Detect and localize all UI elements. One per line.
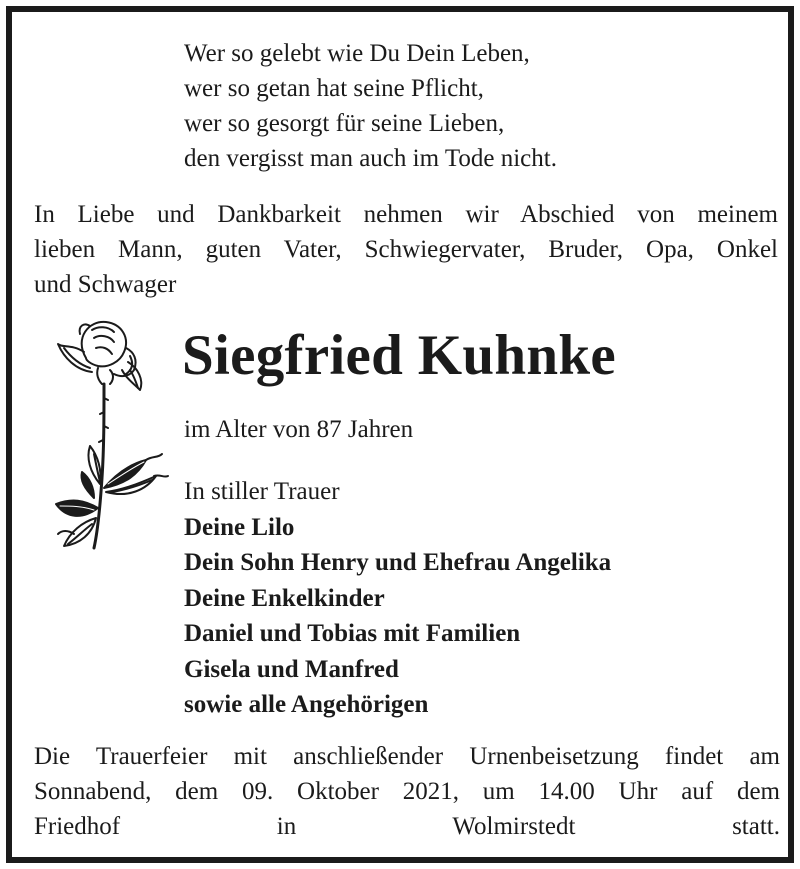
intro-line: lieben Mann, guten Vater, Schwiegervater, Bruder, Opa, Onkel — [34, 236, 778, 263]
mourner-name: Daniel und Tobias mit Familien — [184, 620, 521, 647]
poem-line: den vergisst man auch im Tode nicht. — [184, 145, 557, 172]
farewell-intro — [34, 197, 778, 302]
mourner-name: Deine Lilo — [184, 513, 295, 541]
poem-line: wer so getan hat seine Pflicht, — [184, 75, 484, 102]
rose-icon — [34, 308, 174, 558]
mourners-list — [184, 474, 611, 723]
poem-verse — [184, 36, 557, 176]
deceased-age: im Alter von 87 Jahren — [184, 416, 414, 443]
funeral-line: Die Trauerfeier mit anschließender Urnenbeisetzung findet am — [34, 743, 780, 770]
intro-line: In Liebe und Dankbarkeit nehmen wir Abschied von meinem — [34, 201, 778, 228]
funeral-notice — [34, 739, 780, 844]
intro-line: und Schwager — [34, 271, 177, 298]
poem-line: Wer so gelebt wie Du Dein Leben, — [184, 40, 530, 67]
funeral-line: Friedhof in Wolmirstedt statt. — [34, 813, 780, 840]
poem-line: wer so gesorgt für seine Lieben, — [184, 110, 505, 137]
mourner-name: Deine Enkelkinder — [184, 584, 385, 612]
mourner-name: sowie alle Angehörigen — [184, 691, 429, 718]
mourners-heading: In stiller Trauer — [184, 478, 340, 505]
mourner-name: Dein Sohn Henry und Ehefrau Angelika — [184, 549, 612, 576]
funeral-line: Sonnabend, dem 09. Oktober 2021, um 14.00 Uhr auf dem — [34, 778, 780, 805]
mourner-name: Gisela und Manfred — [184, 655, 399, 683]
obituary-frame — [6, 6, 794, 863]
deceased-name: Siegfried Kuhnke — [182, 324, 616, 387]
